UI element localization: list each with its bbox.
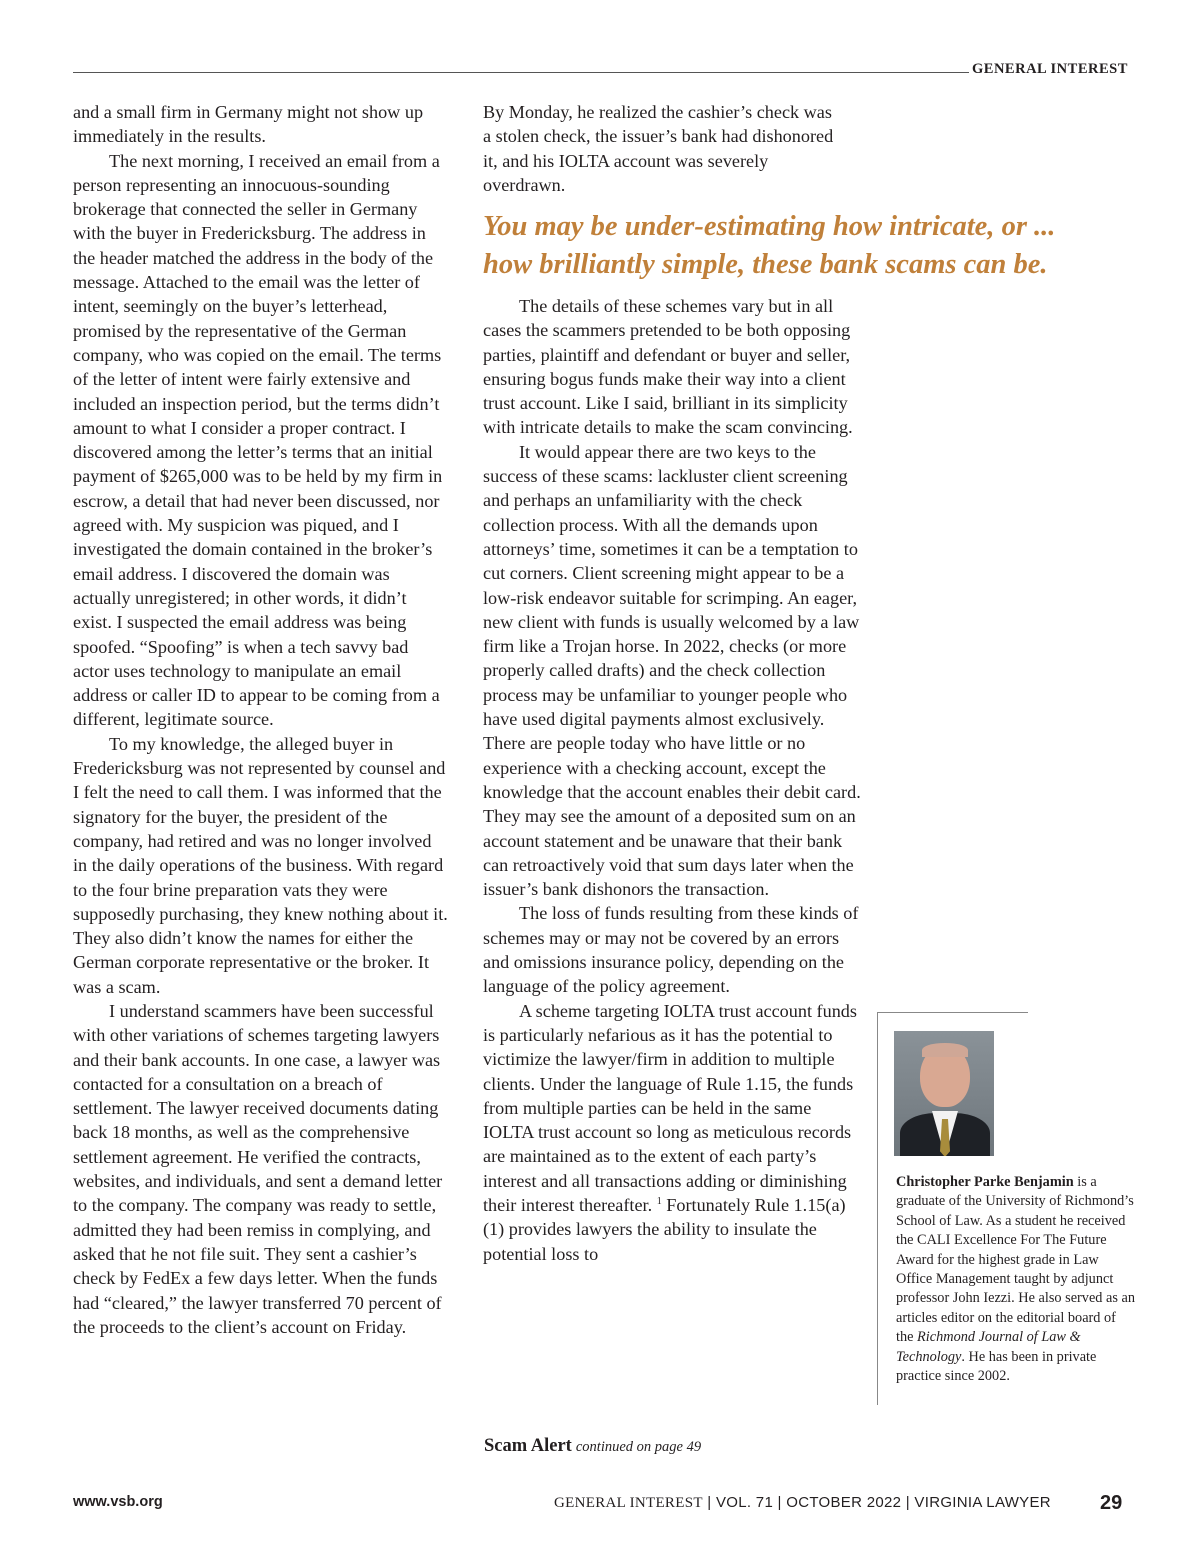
footer-date: OCTOBER 2022 (786, 1494, 902, 1511)
header-rule (73, 72, 969, 73)
footer-volume: VOL. 71 (715, 1494, 774, 1511)
paragraph: It would appear there are two keys to the success of these scams: lackluster client screening and perhaps an unfamiliarity with the check collection process. With all the demands upon attorneys’ time, sometimes it can be a temptation to cut corners. Client screening might appear to be a low-risk endeavor suitable for scrimping. An eager, new client with funds is usually welcomed by a law firm like a Trojan horse. In 2022, checks (or more properly called drafts) and the check collection process may be unfamiliar to younger people who have used digital payments almost exclusively. There are people today who have little or no experience with a checking account, except the knowledge that the account enables their debit card. They may see the amount of a deposited sum on an account statement and be unaware that their bank can retroactively void that sum days later when the issuer’s bank dishonors the transaction. (483, 441, 861, 900)
paragraph-text: Fortunately Rule 1.15(a)(1) provides lawyers the ability to insulate the potential loss to (483, 1194, 846, 1264)
paragraph: The next morning, I received an email from a person representing an innocuous-sounding brokerage that connected the seller in Germany with the buyer in Fredericksburg. The address in the header matched the address in the body of the message. Attached to the email was the letter of intent, seemingly on the buyer’s letterhead, promised by the representative of the German company, who was copied on the email. The terms of the letter of intent were fairly extensive and included an inspection period, but the terms didn’t amount to what I consider a proper contract. I discovered among the letter’s terms that an initial payment of $265,000 was to be held by my firm in escrow, a detail that had never been discussed, nor agreed with. My suspicion was piqued, and I investigated the domain contained in the broker’s email address. I discovered the domain was actually unregistered; in other words, it didn’t exist. I suspected the email address was being spoofed. “Spoofing” is when a tech savvy bad actor uses technology to manipulate an email address or caller ID to appear to be coming from a different, legitimate source. (73, 150, 443, 730)
paragraph: To my knowledge, the alleged buyer in Fredericksburg was not represented by counsel and I felt the need to call them. I was informed that the signatory for the buyer, the president of the company, had retired and was no longer involved in the daily operations of the business. With regard to the four brine preparation vats they were supposedly purchasing, they knew nothing about it. They also didn’t know the names for either the German corporate representative or the broker. It was a scam. (73, 733, 448, 997)
author-photo (894, 1031, 994, 1156)
continued-label: Scam Alert (484, 1436, 572, 1456)
footer-separator: | (702, 1494, 716, 1511)
continued-note (484, 1436, 701, 1457)
paragraph: The loss of funds resulting from these kinds of schemes may or may not be covered by an errors and omissions insurance policy, depending on the language of the policy agreement. (483, 903, 859, 997)
paragraph-text: A scheme targeting IOLTA trust account funds is particularly nefarious as it has the potential to victimize the lawyer/firm in addition to multiple clients. Under the language of Rule 1.15, the funds from multiple parties can be held in the same IOLTA trust account so long as meticulous records are maintained as to the extent of each party’s interest and all transactions adding or diminishing their interest thereafter. (483, 1000, 857, 1215)
footer-url: www.vsb.org (73, 1494, 163, 1510)
footer-section: GENERAL INTEREST (554, 1495, 703, 1511)
author-bio (896, 1173, 1136, 1386)
footer-publication: VIRGINIA LAWYER (914, 1494, 1051, 1511)
paragraph (483, 999, 863, 1266)
middle-column-top (483, 100, 843, 197)
paragraph: The details of these schemes vary but in all cases the scammers pretended to be both opposing parties, plaintiff and defendant or buyer and seller, ensuring bogus funds make their way into a client trust account. Like I said, brilliant in its simplicity with intricate details to make the scam convincing. (483, 296, 853, 438)
bio-text: is a graduate of the University of Richmond’s School of Law. As a student he received the CALI Excellence For The Future Award for the highest grade in Law Office Management taught by adjunct professor John Iezzi. He also served as an articles editor on the editorial board of the (896, 1174, 1135, 1346)
footnote-ref: 1 (656, 1195, 662, 1207)
page-number: 29 (1100, 1492, 1123, 1514)
photo-hair (922, 1043, 968, 1057)
footer-meta (554, 1494, 1051, 1512)
author-name: Christopher Parke Benjamin (896, 1174, 1074, 1190)
paragraph: I understand scammers have been successful with other variations of schemes targeting lawyers and their bank accounts. In one case, a lawyer was contacted for a consultation on a breach of settlement. The lawyer received documents dating back 18 months, as well as the comprehensive settlement agreement. He verified the contracts, websites, and individuals, and sent a demand letter to the company. The company was ready to settle, admitted they had been remiss in complying, and asked that he not file suit. They sent a cashier’s check by FedEx a few days letter. When the funds had “cleared,” the lawyer transferred 70 percent of the proceeds to the client’s account on Friday. (73, 1000, 443, 1337)
paragraph: and a small firm in Germany might not show up immediately in the results. (73, 102, 424, 147)
footer-separator: | (773, 1494, 787, 1511)
paragraph: By Monday, he realized the cashier’s check was a stolen check, the issuer’s bank had dishonored it, and his IOLTA account was severely overdrawn. (483, 102, 834, 195)
continued-text: continued on page 49 (575, 1439, 702, 1455)
section-header: GENERAL INTEREST (972, 61, 1128, 77)
middle-column (483, 294, 863, 1266)
footer-separator: | (901, 1494, 915, 1511)
pull-quote: You may be under-estimating how intricate, or ... how brilliantly simple, these bank scams can be. (483, 211, 1056, 280)
bio-text: . He has been in private practice since 2002. (896, 1348, 1097, 1385)
journal-name: Richmond Journal of Law & Technology (896, 1329, 1081, 1365)
left-column (73, 100, 448, 1339)
